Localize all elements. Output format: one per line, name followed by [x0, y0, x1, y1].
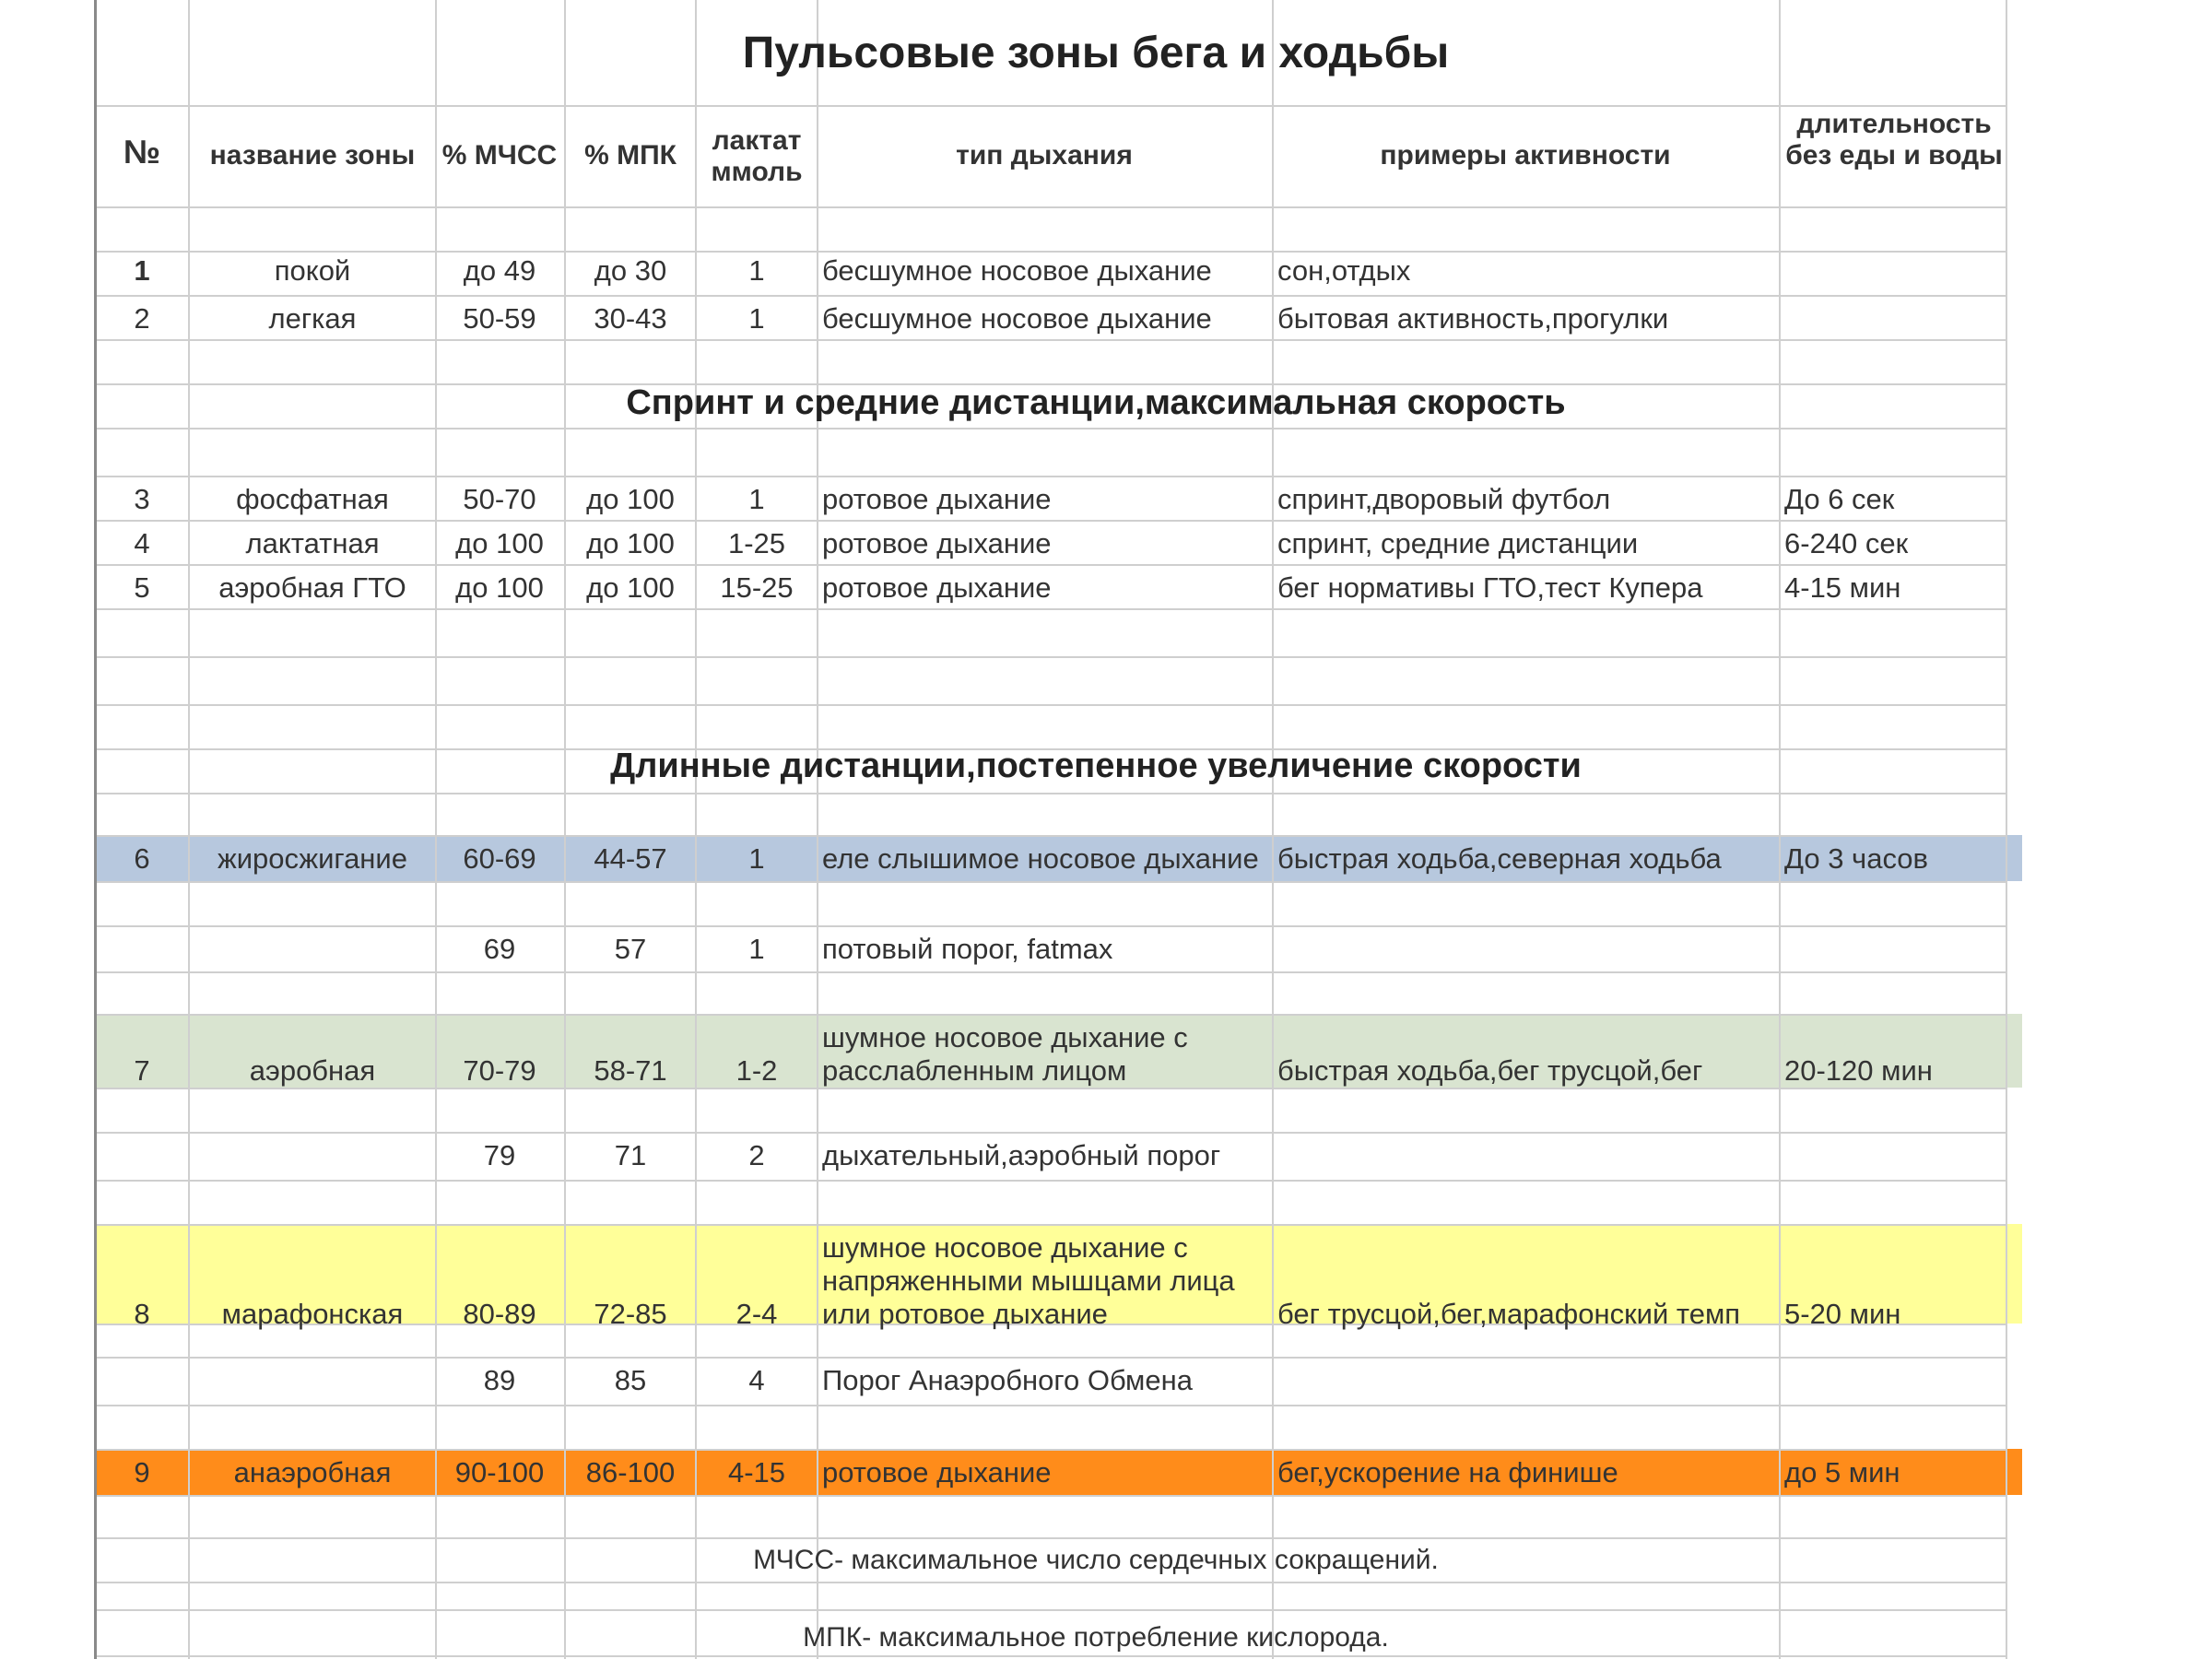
grid-row-line: [96, 1088, 2007, 1089]
row-11-vo2: 85: [614, 1364, 647, 1396]
row-12-hr: 90-100: [454, 1456, 545, 1488]
row-1-hr: до 49: [463, 254, 536, 287]
grid-row-line: [96, 1609, 2007, 1611]
row-10-hr: 80-89: [463, 1298, 536, 1330]
row-6-num: 6: [134, 842, 150, 875]
row-4-hr: до 100: [455, 527, 544, 559]
footnote-mchss: МЧСС- максимальное число сердечных сокращений.: [753, 1545, 1439, 1575]
grid-row-line: [96, 476, 2007, 477]
row-2-vo2: 30-43: [594, 302, 667, 335]
row-4-lactate: 1-25: [727, 527, 786, 559]
header-zone-name: название зоны: [209, 140, 416, 171]
row-11-lactate: 4: [748, 1364, 765, 1396]
grid-row-line: [96, 793, 2007, 794]
row-1-breath: бесшумное носовое дыхание: [822, 254, 1212, 287]
header-num: №: [123, 133, 161, 171]
row-12-lactate: 4-15: [727, 1456, 786, 1488]
row-8-hr: 70-79: [463, 1054, 536, 1087]
row-3-vo2: до 100: [586, 483, 675, 515]
row-7-hr: 69: [483, 933, 516, 965]
row-3-duration: До 6 сек: [1784, 483, 1895, 515]
grid-row-line: [96, 1224, 2007, 1226]
row-10-lactate: 2-4: [735, 1298, 778, 1330]
grid-row-line: [96, 1132, 2007, 1134]
row-11-breath: Порог Анаэробного Обмена: [822, 1364, 1193, 1396]
header-breath-type: тип дыхания: [956, 140, 1133, 171]
grid-row-line: [96, 1582, 2007, 1583]
grid-row-line: [96, 520, 2007, 522]
grid-row-line: [96, 925, 2007, 927]
row-10-breath-line: шумное носовое дыхание с: [822, 1231, 1188, 1264]
header-duration: длительность без еды и воды: [1785, 109, 2003, 171]
grid-row-line: [96, 1357, 2007, 1359]
header-activity-examples: примеры активности: [1380, 140, 1671, 171]
row-2-zone: легкая: [268, 302, 357, 335]
row-7-vo2: 57: [614, 933, 647, 965]
grid-column-line: [2006, 0, 2007, 1659]
row-10-duration: 5-20 мин: [1784, 1298, 1901, 1330]
grid-row-line: [96, 608, 2007, 610]
grid-row-line: [96, 251, 2007, 253]
row-3-activity: спринт,дворовый футбол: [1277, 483, 1611, 515]
header-hr-percent: % МЧСС: [441, 140, 558, 171]
row-7-breath: потовый порог, fatmax: [822, 933, 1113, 965]
row-5-lactate: 15-25: [720, 571, 794, 604]
row-10-breath-line: напряженными мышцами лица: [822, 1265, 1235, 1297]
row-12-activity: бег,ускорение на финише: [1277, 1456, 1618, 1488]
row-10-breath-line: или ротовое дыхание: [822, 1298, 1108, 1330]
row-8-duration: 20-120 мин: [1784, 1054, 1933, 1087]
grid-row-line: [96, 1537, 2007, 1539]
row-5-activity: бег нормативы ГТО,тест Купера: [1277, 571, 1703, 604]
row-4-zone: лактатная: [245, 527, 380, 559]
row-3-lactate: 1: [748, 483, 765, 515]
row-3-breath: ротовое дыхание: [822, 483, 1052, 515]
row-10-num: 8: [134, 1298, 150, 1330]
row-6-zone: жиросжигание: [218, 842, 407, 875]
row-7-lactate: 1: [748, 933, 765, 965]
grid-row-line: [96, 105, 2007, 107]
grid-column-line: [817, 0, 818, 1659]
section-long-distance-title: Длинные дистанции,постепенное увеличение скорости: [610, 747, 1582, 785]
row-4-num: 4: [134, 527, 150, 559]
row-9-hr: 79: [483, 1139, 516, 1171]
row-1-lactate: 1: [748, 254, 765, 287]
grid-column-line: [1272, 0, 1274, 1659]
row-8-vo2: 58-71: [594, 1054, 667, 1087]
grid-row-line: [96, 564, 2007, 566]
row-1-activity: сон,отдых: [1277, 254, 1411, 287]
row-8-activity: быстрая ходьба,бег трусцой,бег: [1277, 1054, 1703, 1087]
row-10-activity: бег трусцой,бег,марафонский темп: [1277, 1298, 1741, 1330]
grid-row-line: [96, 428, 2007, 429]
row-9-vo2: 71: [614, 1139, 647, 1171]
row-12-vo2: 86-100: [585, 1456, 676, 1488]
row-6-vo2: 44-57: [594, 842, 667, 875]
row-10-vo2: 72-85: [594, 1298, 667, 1330]
row-6-duration: До 3 часов: [1784, 842, 1928, 875]
row-5-zone: аэробная ГТО: [218, 571, 406, 604]
row-4-activity: спринт, средние дистанции: [1277, 527, 1639, 559]
grid-row-line: [96, 1449, 2007, 1451]
row-12-zone: анаэробная: [233, 1456, 392, 1488]
row-5-num: 5: [134, 571, 150, 604]
row-2-lactate: 1: [748, 302, 765, 335]
grid-row-line: [96, 971, 2007, 973]
row-2-num: 2: [134, 302, 150, 335]
grid-column-line: [695, 0, 697, 1659]
row-6-activity: быстрая ходьба,северная ходьба: [1277, 842, 1722, 875]
grid-row-line: [96, 1495, 2007, 1497]
grid-column-line: [94, 0, 97, 1659]
header-vo2-percent: % МПК: [584, 140, 677, 171]
grid-column-line: [564, 0, 566, 1659]
row-4-duration: 6-240 сек: [1784, 527, 1909, 559]
row-8-lactate: 1-2: [735, 1054, 778, 1087]
row-8-num: 7: [134, 1054, 150, 1087]
grid-column-line: [188, 0, 190, 1659]
row-5-breath: ротовое дыхание: [822, 571, 1052, 604]
header-lactate: лактат ммоль: [711, 125, 803, 187]
grid-row-line: [96, 1655, 2007, 1657]
section-sprint-title: Спринт и средние дистанции,максимальная скорость: [626, 383, 1566, 422]
row-4-breath: ротовое дыхание: [822, 527, 1052, 559]
grid-row-line: [96, 704, 2007, 706]
grid-column-line: [435, 0, 437, 1659]
row-3-hr: 50-70: [463, 483, 536, 515]
row-9-lactate: 2: [748, 1139, 765, 1171]
grid-row-line: [96, 656, 2007, 658]
row-8-breath-line: расслабленным лицом: [822, 1054, 1127, 1087]
grid-row-line: [96, 1180, 2007, 1182]
grid-row-line: [96, 1405, 2007, 1406]
row-1-zone: покой: [274, 254, 351, 287]
grid-row-line: [96, 881, 2007, 883]
row-8-breath-line: шумное носовое дыхание с: [822, 1021, 1188, 1053]
row-11-hr: 89: [483, 1364, 516, 1396]
footnote-mpk: МПК- максимальное потребление кислорода.: [803, 1622, 1389, 1653]
row-5-hr: до 100: [455, 571, 544, 604]
grid-column-line: [1779, 0, 1781, 1659]
grid-row-line: [96, 1014, 2007, 1016]
row-12-duration: до 5 мин: [1784, 1456, 1900, 1488]
row-2-breath: бесшумное носовое дыхание: [822, 302, 1212, 335]
grid-row-line: [96, 835, 2007, 837]
page-title: Пульсовые зоны бега и ходьбы: [742, 29, 1450, 77]
row-2-hr: 50-59: [463, 302, 536, 335]
row-3-num: 3: [134, 483, 150, 515]
row-5-duration: 4-15 мин: [1784, 571, 1901, 604]
row-9-breath: дыхательный,аэробный порог: [822, 1139, 1221, 1171]
row-2-activity: бытовая активность,прогулки: [1277, 302, 1669, 335]
grid-row-line: [96, 339, 2007, 341]
row-5-vo2: до 100: [586, 571, 675, 604]
grid-row-line: [96, 206, 2007, 208]
row-3-zone: фосфатная: [236, 483, 389, 515]
row-6-breath: еле слышимое носовое дыхание: [822, 842, 1259, 875]
row-6-lactate: 1: [748, 842, 765, 875]
row-6-hr: 60-69: [463, 842, 536, 875]
row-1-vo2: до 30: [594, 254, 667, 287]
row-12-num: 9: [134, 1456, 150, 1488]
row-12-breath: ротовое дыхание: [822, 1456, 1052, 1488]
row-8-zone: аэробная: [249, 1054, 376, 1087]
row-4-vo2: до 100: [586, 527, 675, 559]
row-1-num: 1: [134, 254, 150, 287]
grid-row-line: [96, 295, 2007, 297]
row-10-zone: марафонская: [221, 1298, 404, 1330]
